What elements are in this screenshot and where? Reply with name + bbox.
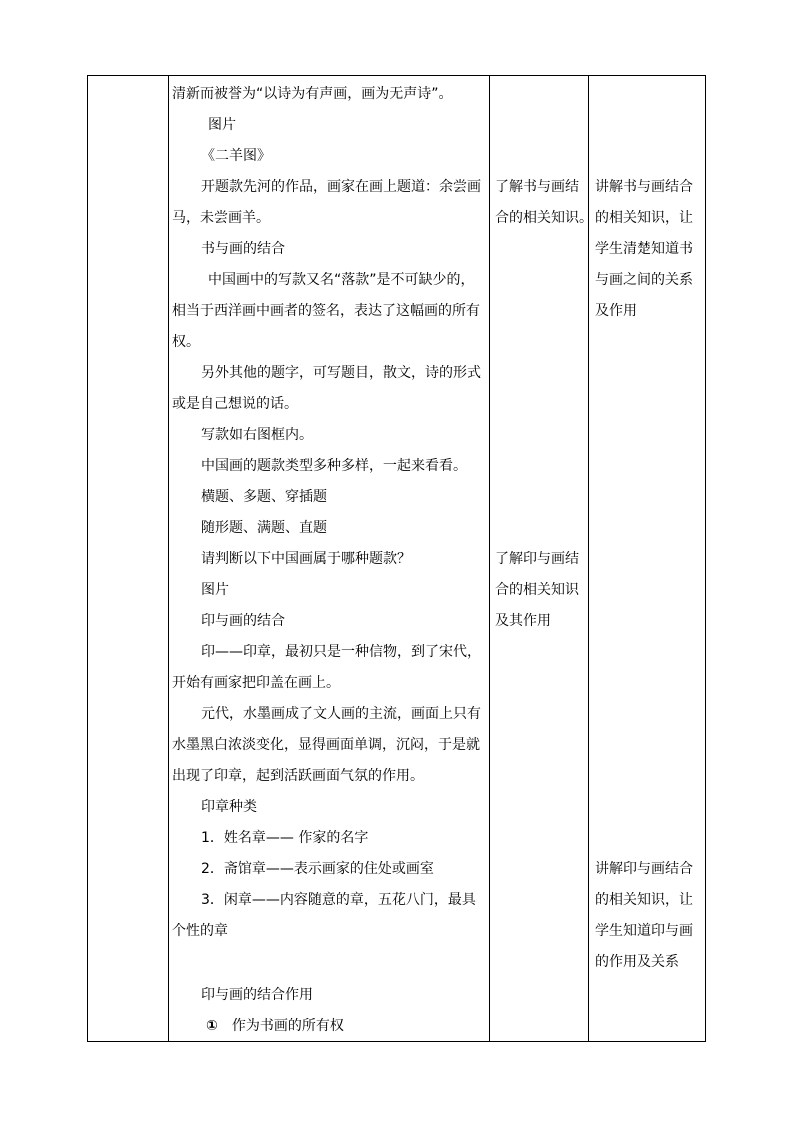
intent-line: 的相关知识，让 xyxy=(595,210,693,226)
content-line: 中国画中的写款又名“落款”是不可缺少的， xyxy=(208,272,475,288)
intent-line: 学生清楚知道书 xyxy=(595,241,693,257)
content-line: 元代，水墨画成了文人画的主流，画面上只有 xyxy=(201,706,481,722)
content-line: 个性的章 xyxy=(172,923,228,939)
section-heading: 印章种类 xyxy=(201,799,257,815)
content-line: 印——印章，最初只是一种信物，到了宋代， xyxy=(201,644,481,660)
content-line: 开始有画家把印盖在画上。 xyxy=(172,675,340,691)
column-divider-1 xyxy=(168,76,169,1041)
content-line: 图片 xyxy=(201,582,229,598)
intent-line: 与画之间的关系 xyxy=(595,272,693,288)
content-line: 图片 xyxy=(208,117,236,133)
content-line: 中国画的题款类型多种多样，一起来看看。 xyxy=(201,458,467,474)
list-item: 3．闲章——内容随意的章，五花八门，最具 xyxy=(201,892,476,908)
content-line: 请判断以下中国画属于哪种题款？ xyxy=(201,551,411,567)
content-line: 写款如右图框内。 xyxy=(201,427,313,443)
intent-line: 讲解印与画结合 xyxy=(595,861,693,877)
list-item xyxy=(206,1016,344,1036)
intent-line: 的相关知识，让 xyxy=(595,892,693,908)
content-line: 水墨黑白浓淡变化，显得画面单调，沉闷，于是就 xyxy=(172,737,480,753)
circled-number: ① xyxy=(206,1018,218,1034)
section-heading: 印与画的结合作用 xyxy=(201,987,313,1003)
list-item: 1．姓名章—— 作家的名字 xyxy=(201,830,369,846)
intent-line: 及作用 xyxy=(595,303,637,319)
activity-line: 了解书与画结 xyxy=(495,179,579,195)
content-line: 马，未尝画羊。 xyxy=(172,210,270,226)
intent-line: 讲解书与画结合 xyxy=(595,179,693,195)
list-item-text: 作为书画的所有权 xyxy=(231,1018,344,1034)
content-line: 权。 xyxy=(172,334,200,350)
section-heading: 印与画的结合 xyxy=(201,613,285,629)
content-line: 横题、多题、穿插题 xyxy=(201,489,327,505)
section-heading: 书与画的结合 xyxy=(201,241,285,257)
content-line: 另外其他的题字，可写题目，散文，诗的形式 xyxy=(201,365,481,381)
activity-line: 合的相关知识 xyxy=(495,582,579,598)
activity-line: 了解印与画结 xyxy=(495,551,579,567)
list-item: 2．斋馆章——表示画家的住处或画室 xyxy=(201,861,434,877)
content-line: 或是自己想说的话。 xyxy=(172,396,298,412)
content-line: 随形题、满题、直题 xyxy=(201,520,327,536)
content-line: 开题款先河的作品，画家在画上题道：余尝画 xyxy=(201,179,481,195)
intent-line: 学生知道印与画 xyxy=(595,923,693,939)
column-divider-2 xyxy=(489,76,490,1041)
content-line: 清新而被誉为“以诗为有声画，画为无声诗”。 xyxy=(172,86,453,102)
activity-line: 及其作用 xyxy=(495,613,551,629)
content-line: 出现了印章，起到活跃画面气氛的作用。 xyxy=(172,768,424,784)
content-line: 《二羊图》 xyxy=(201,148,271,164)
intent-line: 的作用及关系 xyxy=(595,954,679,970)
content-line: 相当于西洋画中画者的签名，表达了这幅画的所有 xyxy=(172,303,480,319)
activity-line: 合的相关知识。 xyxy=(495,210,593,226)
